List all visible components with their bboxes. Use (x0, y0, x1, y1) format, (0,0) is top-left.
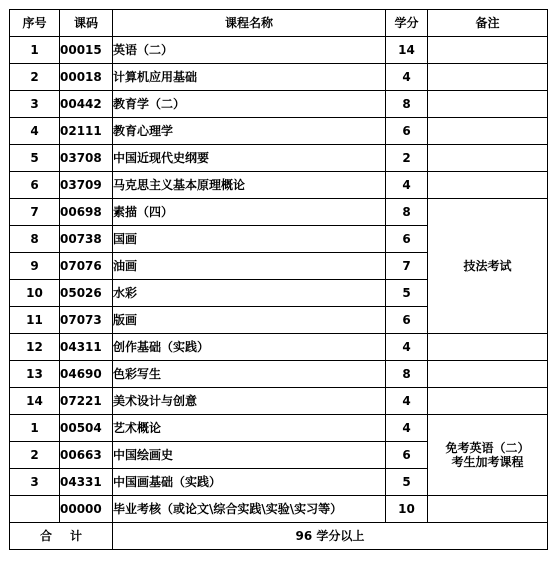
row-code: 07073 (60, 307, 113, 334)
table-row (10, 361, 548, 388)
row-code: 04690 (60, 361, 113, 388)
row-code: 02111 (60, 118, 113, 145)
row-credit: 6 (386, 307, 428, 334)
row-name: 马克思主义基本原理概论 (113, 172, 386, 199)
row-name: 美术设计与创意 (113, 388, 386, 415)
header-row (10, 10, 548, 37)
row-name: 中国近现代史纲要 (113, 145, 386, 172)
row-name: 国画 (113, 226, 386, 253)
row-code: 07076 (60, 253, 113, 280)
row-code: 00504 (60, 415, 113, 442)
table-row (10, 388, 548, 415)
row-code: 07221 (60, 388, 113, 415)
row-note-empty (428, 388, 548, 415)
table-row (10, 172, 548, 199)
row-credit: 6 (386, 118, 428, 145)
header-name: 课程名称 (113, 10, 386, 37)
row-credit: 4 (386, 334, 428, 361)
row-name: 英语（二） (113, 37, 386, 64)
total-label (10, 523, 113, 550)
row-code: 00442 (60, 91, 113, 118)
row-credit: 6 (386, 226, 428, 253)
row-seq: 13 (10, 361, 60, 388)
row-code: 03708 (60, 145, 113, 172)
note-exempt-line1: 免考英语（二） (445, 441, 530, 455)
total-label-part1: 合 (39, 529, 52, 543)
row-code: 00738 (60, 226, 113, 253)
row-seq: 5 (10, 145, 60, 172)
row-seq: 3 (10, 91, 60, 118)
row-code: 04311 (60, 334, 113, 361)
row-credit: 2 (386, 145, 428, 172)
row-credit: 10 (386, 496, 428, 523)
row-note-empty (428, 496, 548, 523)
row-credit: 8 (386, 361, 428, 388)
row-note-empty (428, 118, 548, 145)
total-label-part2: 计 (70, 529, 83, 543)
curriculum-table (9, 9, 548, 550)
row-seq: 9 (10, 253, 60, 280)
row-name: 油画 (113, 253, 386, 280)
table-row (10, 37, 548, 64)
row-seq: 2 (10, 442, 60, 469)
row-note-empty (428, 334, 548, 361)
header-credit: 学分 (386, 10, 428, 37)
row-credit: 7 (386, 253, 428, 280)
row-seq: 3 (10, 469, 60, 496)
row-name: 创作基础（实践） (113, 334, 386, 361)
row-credit: 4 (386, 388, 428, 415)
row-credit: 4 (386, 172, 428, 199)
table-row (10, 145, 548, 172)
row-seq: 7 (10, 199, 60, 226)
table-row (10, 118, 548, 145)
row-seq: 1 (10, 415, 60, 442)
row-note-empty (428, 64, 548, 91)
row-credit: 5 (386, 469, 428, 496)
row-name: 中国绘画史 (113, 442, 386, 469)
row-code: 04331 (60, 469, 113, 496)
row-name: 计算机应用基础 (113, 64, 386, 91)
row-credit: 8 (386, 91, 428, 118)
note-skill-exam: 技法考试 (428, 199, 548, 334)
table-row (10, 415, 548, 442)
row-credit: 14 (386, 37, 428, 64)
total-value: 96 学分以上 (113, 523, 548, 550)
row-credit: 4 (386, 64, 428, 91)
row-code: 05026 (60, 280, 113, 307)
row-name: 版画 (113, 307, 386, 334)
table-row (10, 199, 548, 226)
row-code: 00698 (60, 199, 113, 226)
row-name: 教育学（二） (113, 91, 386, 118)
table-row (10, 496, 548, 523)
row-seq: 11 (10, 307, 60, 334)
row-seq (10, 496, 60, 523)
row-credit: 4 (386, 415, 428, 442)
row-seq: 12 (10, 334, 60, 361)
row-note-empty (428, 145, 548, 172)
header-code: 课码 (60, 10, 113, 37)
table-row (10, 64, 548, 91)
header-note: 备注 (428, 10, 548, 37)
row-seq: 4 (10, 118, 60, 145)
row-name: 毕业考核（或论文\综合实践\实验\实习等） (113, 496, 386, 523)
row-name: 中国画基础（实践） (113, 469, 386, 496)
table-row (10, 91, 548, 118)
header-seq: 序号 (10, 10, 60, 37)
row-name: 艺术概论 (113, 415, 386, 442)
row-note-empty (428, 172, 548, 199)
row-seq: 8 (10, 226, 60, 253)
row-credit: 8 (386, 199, 428, 226)
row-code: 00015 (60, 37, 113, 64)
row-credit: 5 (386, 280, 428, 307)
row-seq: 2 (10, 64, 60, 91)
total-row (10, 523, 548, 550)
row-note-empty (428, 91, 548, 118)
row-note-empty (428, 37, 548, 64)
row-seq: 1 (10, 37, 60, 64)
row-seq: 14 (10, 388, 60, 415)
row-credit: 6 (386, 442, 428, 469)
row-code: 00000 (60, 496, 113, 523)
row-code: 03709 (60, 172, 113, 199)
row-note-empty (428, 361, 548, 388)
row-seq: 10 (10, 280, 60, 307)
row-name: 水彩 (113, 280, 386, 307)
row-seq: 6 (10, 172, 60, 199)
note-exempt-line2: 考生加考课程 (451, 455, 524, 469)
row-code: 00018 (60, 64, 113, 91)
row-name: 素描（四） (113, 199, 386, 226)
row-name: 色彩写生 (113, 361, 386, 388)
note-exempt-english (428, 415, 548, 496)
row-name: 教育心理学 (113, 118, 386, 145)
row-code: 00663 (60, 442, 113, 469)
table-row (10, 334, 548, 361)
